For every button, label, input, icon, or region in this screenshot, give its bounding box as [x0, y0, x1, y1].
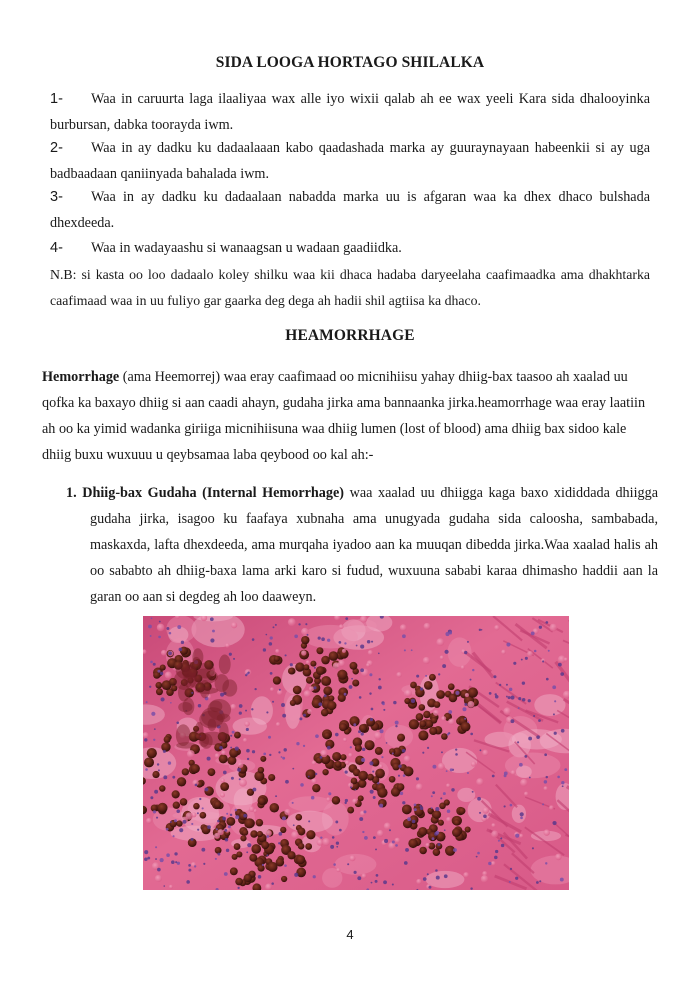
- list-item: [50, 135, 650, 187]
- list-item-number: 1-: [50, 91, 63, 107]
- subitem-term: Dhiig-bax Gudaha (Internal Hemorrhage): [82, 485, 345, 501]
- list-item-number: 3-: [50, 189, 63, 205]
- list-item: [50, 184, 650, 236]
- page-number: 4: [346, 927, 354, 942]
- list-item: [50, 235, 650, 261]
- list-item-text: Waa in ay dadku ku dadaalaaan kabo qaadashada marka ay guuraynayaan habeenkii si ay uga badbaadaan qaniinyada bahalada iwm.: [50, 140, 650, 182]
- list-item-text: Waa in caruurta laga ilaaliyaa wax alle iyo wixii qalab ah ee wax yeeli Kara sida dhalooyinka burbursan, dabka toorayda iwm.: [50, 91, 650, 133]
- page-title: SIDA LOOGA HORTAGO SHILALKA: [215, 54, 485, 71]
- list-item-number: 4-: [50, 240, 63, 256]
- hemorrhage-term: Hemorrhage: [42, 369, 120, 385]
- internal-hemorrhage-item: [66, 480, 658, 610]
- list-item-text: Waa in wadayaashu si wanaagsan u wadaan gaadiidka.: [91, 240, 402, 256]
- note-paragraph: N.B: si kasta oo loo dadaalo koley shilku waa kii dhaca hadaba daryeelaha caafimaadka ama dhakhtarka caafimaad waa in uu fuliyo gar gaarka deg dega ah hadii shil agtiisa ka dhaco.: [50, 267, 650, 308]
- hemorrhage-paragraph: [42, 364, 655, 468]
- hemorrhage-text: (ama Heemorrej) waa eray caafimaad oo micnihiisu yahay dhiig-bax taasoo ah xaalad uu qofka ka baxayo dhiig si aan caadi ahayn, gudaha jirka ama bannaanka jirka.heamorrhage waa eray laatiin ah oo ka yimid wadanka giriiga micnihiisuna waa dhiig lumen (lost of blood) ama dhiig bax sidoo kale dhiig buxu wuxuuu u qeybsamaa laba qeybood oo kal ah:-: [42, 369, 646, 463]
- histology-micrograph-image: [143, 616, 569, 890]
- subitem-text: waa xaalad uu dhiigga kaga baxo xididdada dhiigga gudaha jirka, isagoo ku faafaya xubnaha ama unugyada gudaha sida caloosha, sambabada, maskaxda, lafta dhexdeeda, ama murqaha iyadoo aan ka muuqan dibedda jirka.Waa xaalad halis ah oo sababto ah dhiig-baxa lama arki karo si fudud, wuxuuna sababi karaa dhimasho haddii aan la garan oo aan si degdeg ah loo daaweyn.: [90, 485, 658, 605]
- subitem-number: 1.: [66, 485, 77, 501]
- list-item: [50, 86, 650, 138]
- section-title: HEAMORRHAGE: [285, 327, 415, 344]
- list-item-number: 2-: [50, 140, 63, 156]
- list-item-text: Waa in ay dadku ku dadaalaan nabadda marka uu is afgaran waa ka dhex dhaco bulshada dhexdeeda.: [50, 189, 650, 231]
